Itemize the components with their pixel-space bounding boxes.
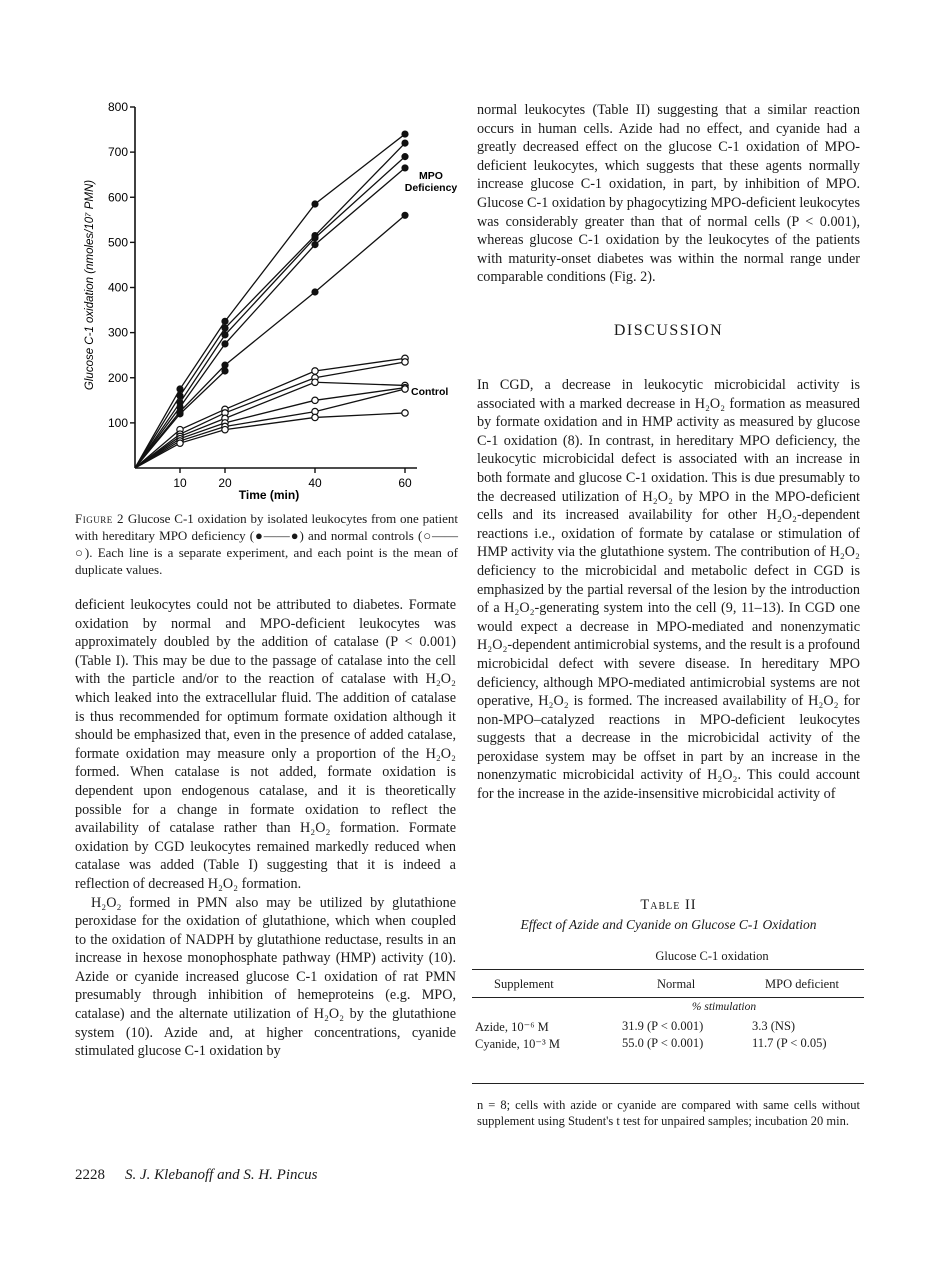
mpo-deficiency-point xyxy=(402,212,408,218)
x-tick-label: 40 xyxy=(308,476,322,490)
discussion-text xyxy=(477,376,860,804)
y-tick-label: 600 xyxy=(107,190,128,205)
page-number: 2228 xyxy=(75,1167,105,1183)
chart-x-axis-label: Time (min) xyxy=(238,488,300,502)
table-row-supplement: Cyanide, 10⁻³ M xyxy=(475,1037,560,1051)
x-tick-label: 10 xyxy=(173,476,187,490)
figure-caption-text: Glucose C-1 oxidation by isolated leukocytes from one patient with hereditary MPO deficiency (●——●) and normal controls (○——○). Each line is a separate experiment, and each point is the mean of duplicate values. xyxy=(75,511,458,577)
y-tick-label: 500 xyxy=(107,235,128,250)
mpo-deficiency-point xyxy=(312,235,318,241)
y-tick-label: 800 xyxy=(107,100,128,114)
control-point xyxy=(312,397,318,403)
mpo-deficiency-point xyxy=(402,131,408,137)
table-row-normal: 31.9 (P < 0.001) xyxy=(622,1019,704,1033)
control-point xyxy=(402,359,408,365)
chart-annotation-control: Control xyxy=(411,386,449,398)
table-subtitle: Effect of Azide and Cyanide on Glucose C-1 Oxidation xyxy=(520,917,817,932)
mpo-deficiency-point xyxy=(177,386,183,392)
table-rule-group xyxy=(622,969,864,970)
mpo-deficiency-point xyxy=(177,393,183,399)
mpo-deficiency-point xyxy=(222,332,228,338)
chart-y-axis-label: Glucose C-1 oxidation (nmoles/10⁷ PMN) xyxy=(84,179,96,391)
discussion-heading: DISCUSSION xyxy=(613,322,724,339)
table-group-header: Glucose C-1 oxidation xyxy=(655,949,769,963)
right-column-top-text xyxy=(477,101,860,287)
mpo-deficiency-point xyxy=(312,242,318,248)
paragraph: In CGD, a decrease in leukocytic microbicidal activity is associated with a marked decrease in H₂O₂ formation as measured by formate oxidation and in HMP activity as measured by glucose C-1 oxidation (8). In contrast, in hereditary MPO deficiency, the leukocytic microbicidal defect is associated with an increase in both formate and glucose C-1 oxidation. This is due presumably to the decreased utilization of H₂O₂ by MPO in the MPO-deficient cells and its increased availability for other H₂O₂-dependent reactions i.e., oxidation of formate by catalase or stimulation of HMP activity via the glutathione system. The contribution of H₂O₂ deficiency to the microbicidal and metabolic defect in CGD is emphasized by the partial reversal of the lesion by the introduction of a H₂O₂-generating system into the cell (9, 11–13). In CGD one would expect a decrease in MPO-mediated and nonenzymatic H₂O₂-dependent antimicrobial systems, and the result is a profound microbicidal defect with severe disease. In hereditary MPO deficiency, although MPO-mediated antimicrobial systems are not operative, H₂O₂ is formed. The increased availability of H₂O₂ for non-MPO–catalyzed reactions in MPO-deficient leukocytes suggests that a decrease in the microbicidal activity of the peroxidase system may be offset in part by an increase in the nonenzymatic microbicidal activity of H₂O₂. This could account for the increase in the azide-insensitive microbicidal activity of xyxy=(477,377,861,803)
table-row-normal: 55.0 (P < 0.001) xyxy=(622,1036,704,1050)
chart-annotation-deficiency: Deficiency xyxy=(404,182,458,194)
y-tick-label: 700 xyxy=(107,145,128,160)
table-unit-row: % stimulation xyxy=(691,1001,757,1013)
table-row-mpo: 11.7 (P < 0.05) xyxy=(752,1036,827,1050)
mpo-deficiency-point xyxy=(312,201,318,207)
control-point xyxy=(177,440,183,446)
control-point xyxy=(402,386,408,392)
page-footer xyxy=(75,1167,317,1184)
table-rule-header xyxy=(472,997,864,998)
control-point xyxy=(312,379,318,385)
control-point xyxy=(222,426,228,432)
paragraph: deficient leukocytes could not be attributed to diabetes. Formate oxidation by normal and MPO-deficient leukocytes was approximately doubled by the addition of catalase (P < 0.001) (Table I). This may be due to the passage of catalase into the cell with the particle and/or to the reaction of catalase with H₂O₂ which leaked into the extracellular fluid. The addition of catalase is thus recommended for optimum formate oxidation although it should be emphasized that, even in the presence of added catalase, formate oxidation may measure only a proportion of the H₂O₂ formed. When catalase is not added, formate oxidation is dependent upon endogenous catalase, and it is theoretically possible for a change in formate oxidation to reflect the availability of catalase rather than H₂O₂ formation. Formate oxidation by CGD leukocytes remained markedly reduced when catalase was added (Table I) suggesting that it is indeed a reflection of decreased H₂O₂ formation. xyxy=(75,597,456,892)
control-point xyxy=(312,414,318,420)
y-tick-label: 100 xyxy=(107,415,128,430)
y-tick-label: 400 xyxy=(107,280,128,295)
table-title: Table II xyxy=(640,897,697,913)
control-point xyxy=(402,410,408,416)
table-footnote: n = 8; cells with azide or cyanide are compared with same cells without supplement using Student's t test for unpaired samples; incubation 20 min. xyxy=(477,1098,860,1128)
table-col-normal: Normal xyxy=(657,977,696,991)
control-series-line xyxy=(135,413,405,468)
paragraph: H₂O₂ formed in PMN also may be utilized by glutathione peroxidase for the oxidation of glutathione, which when coupled to the oxidation of NADPH by glutathione reductase, results in an increase in hexose monophosphate pathway (HMP) activity (10). Azide or cyanide increased glucose C-1 oxidation of rat PMN presumably through inhibition of hemeproteins (e.g. MPO, catalase) and the alternate utilization of H₂O₂ by the glutathione system (10). Azide and, at higher concentrations, cyanide stimulated glucose C-1 oxidation by xyxy=(75,894,456,1060)
figure-caption-label: Figure 2 xyxy=(75,511,125,526)
mpo-deficiency-point xyxy=(402,165,408,171)
mpo-deficiency-point xyxy=(222,368,228,374)
mpo-deficiency-series-line xyxy=(135,215,405,468)
mpo-deficiency-point xyxy=(222,325,228,331)
mpo-deficiency-point xyxy=(222,341,228,347)
mpo-deficiency-point xyxy=(177,411,183,417)
figure-2-chart xyxy=(75,95,465,505)
chart-annotation-mpo: MPO xyxy=(419,170,443,182)
table-row-supplement: Azide, 10⁻⁶ M xyxy=(475,1020,549,1034)
x-tick-label: 60 xyxy=(398,476,412,490)
x-tick-label: 20 xyxy=(218,476,232,490)
figure-caption xyxy=(75,510,458,578)
table-rule-bottom xyxy=(472,1083,864,1084)
table-col-mpo: MPO deficient xyxy=(765,977,839,991)
mpo-deficiency-point xyxy=(312,289,318,295)
y-tick-label: 200 xyxy=(107,370,128,385)
mpo-deficiency-point xyxy=(402,154,408,160)
table-row-mpo: 3.3 (NS) xyxy=(752,1019,796,1033)
paragraph: normal leukocytes (Table II) suggesting that a similar reaction occurs in human cells. Azide had no effect, and cyanide had a greatly decreased effect on the glucose C-1 oxidation of MPO-deficient leukocytes, which suggests that these agents normally increase glucose C-1 oxidation, in part, by inhibition of MPO. Glucose C-1 oxidation by phagocytizing MPO-deficient leukocytes was considerably greater than that of normal cells (P < 0.001), whereas glucose C-1 oxidation by the leukocytes of the patients with maturity-onset diabetes was within the normal range under comparable conditions (Fig. 2). xyxy=(477,102,860,286)
chart-series xyxy=(135,131,408,468)
mpo-deficiency-point xyxy=(222,318,228,324)
chart-ticks xyxy=(108,100,412,490)
control-point xyxy=(312,368,318,374)
page-authors: S. J. Klebanoff and S. H. Pincus xyxy=(125,1167,318,1183)
mpo-deficiency-point xyxy=(222,362,228,368)
left-column-text xyxy=(75,596,456,1061)
y-tick-label: 300 xyxy=(107,325,128,340)
mpo-deficiency-series-line xyxy=(135,157,405,468)
table-col-supplement: Supplement xyxy=(494,977,554,991)
mpo-deficiency-point xyxy=(402,140,408,146)
